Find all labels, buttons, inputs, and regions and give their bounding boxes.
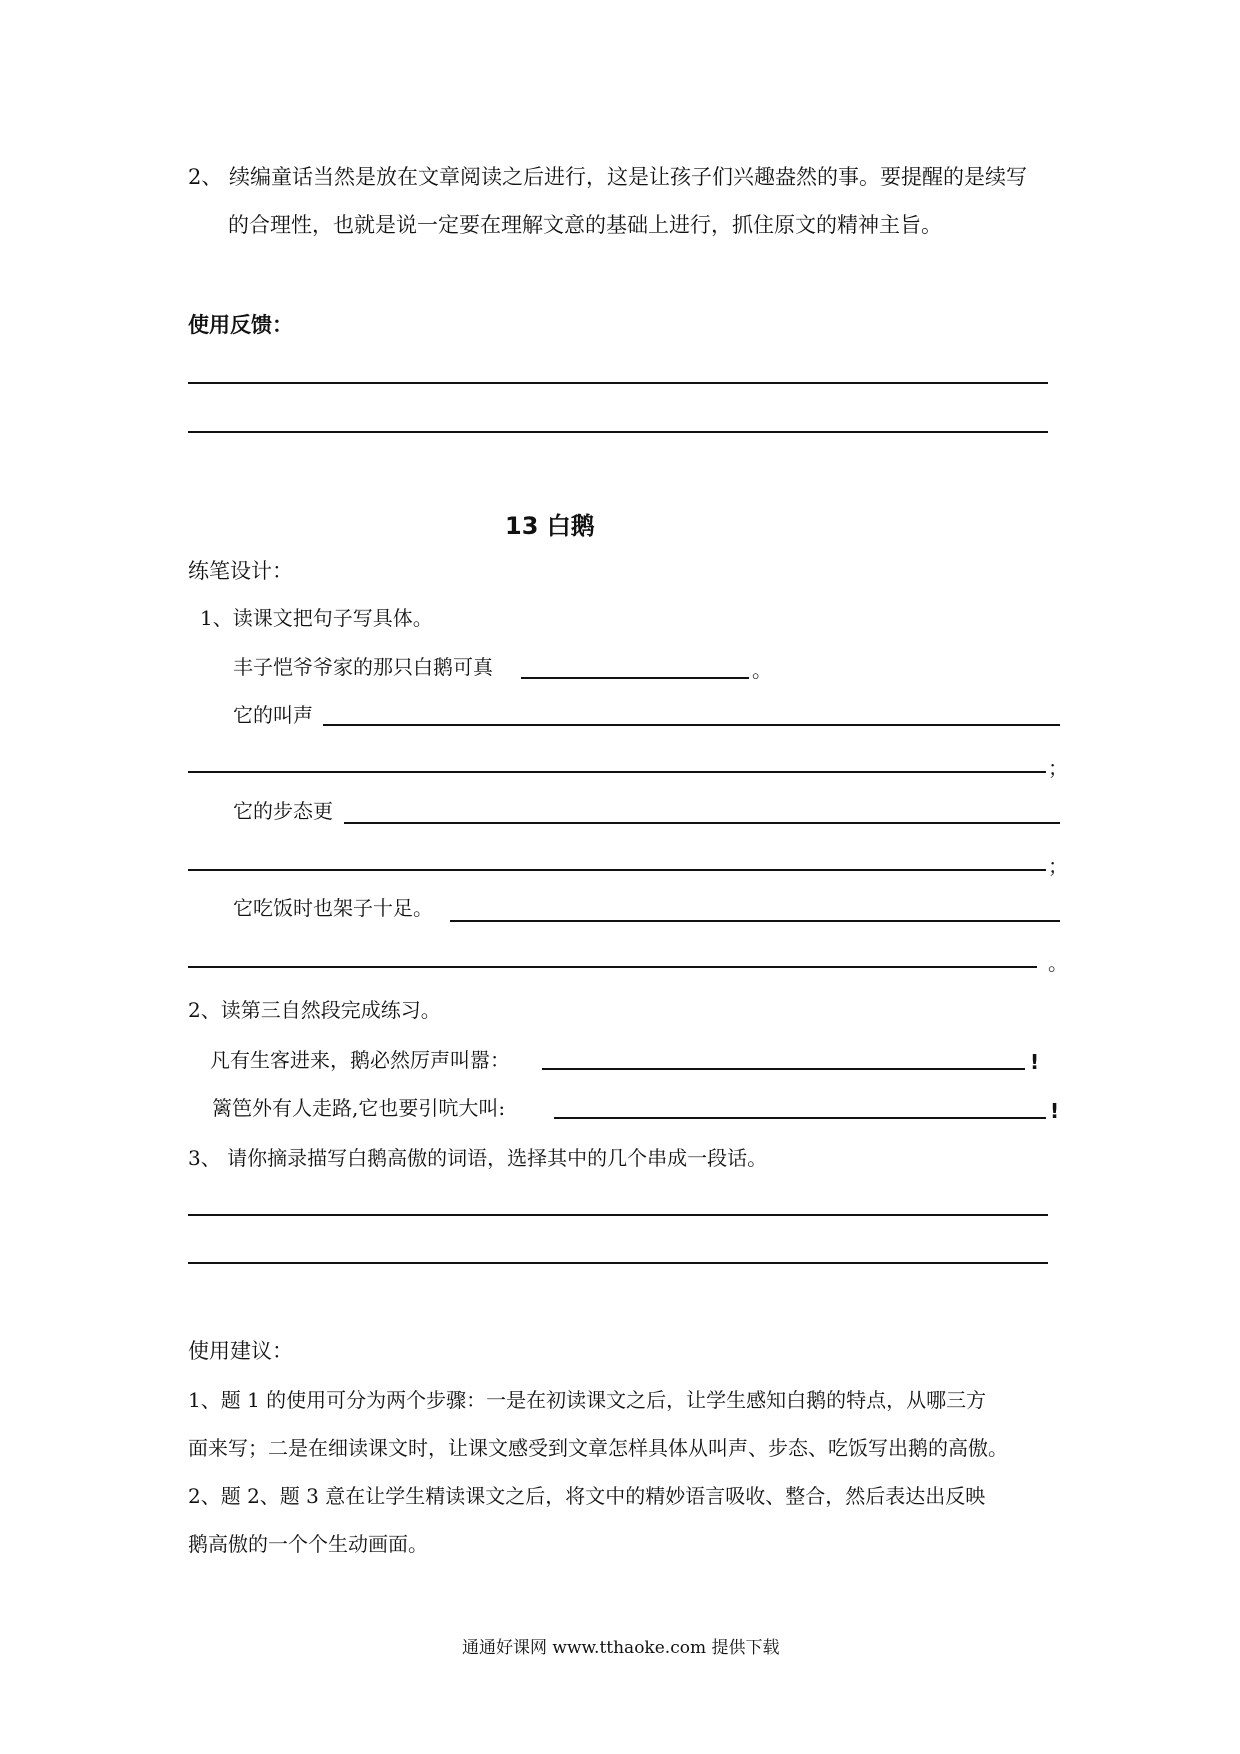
q2-line-b-blank: [554, 1117, 1046, 1119]
q1-line-c-blank: [344, 822, 1060, 824]
feedback-heading: 使用反馈：: [188, 313, 293, 337]
q3-prompt: 3、 请你摘录描写白鹅高傲的词语，选择其中的几个串成一段话。: [188, 1146, 768, 1170]
q1-line-a-blank: [521, 677, 749, 679]
q1-line-b-blank: [323, 724, 1060, 726]
intro-item2-line2: 的合理性，也就是说一定要在理解文意的基础上进行，抓住原文的精神主旨。: [228, 213, 942, 237]
feedback-blank-line-1: [188, 382, 1048, 384]
q1-line-b-blank-2: [188, 771, 1046, 773]
advice-p1-line1: 1、题 1 的使用可分为两个步骤：一是在初读课文之后，让学生感知白鹅的特点，从哪三方: [188, 1388, 987, 1412]
q3-blank-line-1: [188, 1214, 1048, 1216]
q1-line-d-blank: [450, 920, 1060, 922]
q1-line-b-end: ；: [1048, 756, 1068, 780]
advice-p2-line2: 鹅高傲的一个个生动画面。: [188, 1532, 428, 1556]
page-footer: 通通好课网 www.tthaoke.com 提供下载: [462, 1638, 780, 1658]
q1-line-c-blank-2: [188, 869, 1046, 871]
q2-line-a-blank: [542, 1068, 1025, 1070]
q2-line-a-text: 凡有生客进来，鹅必然厉声叫嚣：: [210, 1048, 510, 1072]
q1-line-c-end: ；: [1048, 854, 1068, 878]
q1-line-a-text: 丰子恺爷爷家的那只白鹅可真: [233, 655, 493, 679]
q3-blank-line-2: [188, 1262, 1048, 1264]
advice-heading: 使用建议：: [188, 1339, 293, 1363]
q1-prompt: 1、读课文把句子写具体。: [200, 606, 433, 630]
q1-line-d-end: 。: [1048, 951, 1068, 975]
q2-line-a-end: !: [1030, 1050, 1040, 1074]
q1-line-c-text: 它的步态更: [233, 799, 333, 823]
advice-p1-line2: 面来写；二是在细读课文时，让课文感受到文章怎样具体从叫声、步态、吃饭写出鹅的高傲。: [188, 1436, 1008, 1460]
intro-item2-line1: 2、 续编童话当然是放在文章阅读之后进行，这是让孩子们兴趣盎然的事。要提醒的是续写: [188, 165, 1028, 189]
q1-line-d-text: 它吃饭时也架子十足。: [233, 896, 433, 920]
feedback-blank-line-2: [188, 431, 1048, 433]
advice-p2-line1: 2、题 2、题 3 意在让学生精读课文之后，将文中的精妙语言吸收、整合，然后表达出反映: [188, 1484, 986, 1508]
lesson-title: 13 白鹅: [505, 512, 595, 540]
q2-line-b-text: 篱笆外有人走路,它也要引吭大叫:: [212, 1096, 506, 1120]
q1-line-d-blank-2: [188, 966, 1037, 968]
design-heading: 练笔设计：: [188, 559, 293, 583]
q1-line-a-end: 。: [752, 658, 772, 682]
q1-line-b-text: 它的叫声: [233, 703, 313, 727]
q2-line-b-end: !: [1050, 1099, 1060, 1123]
q2-prompt: 2、读第三自然段完成练习。: [188, 998, 441, 1022]
